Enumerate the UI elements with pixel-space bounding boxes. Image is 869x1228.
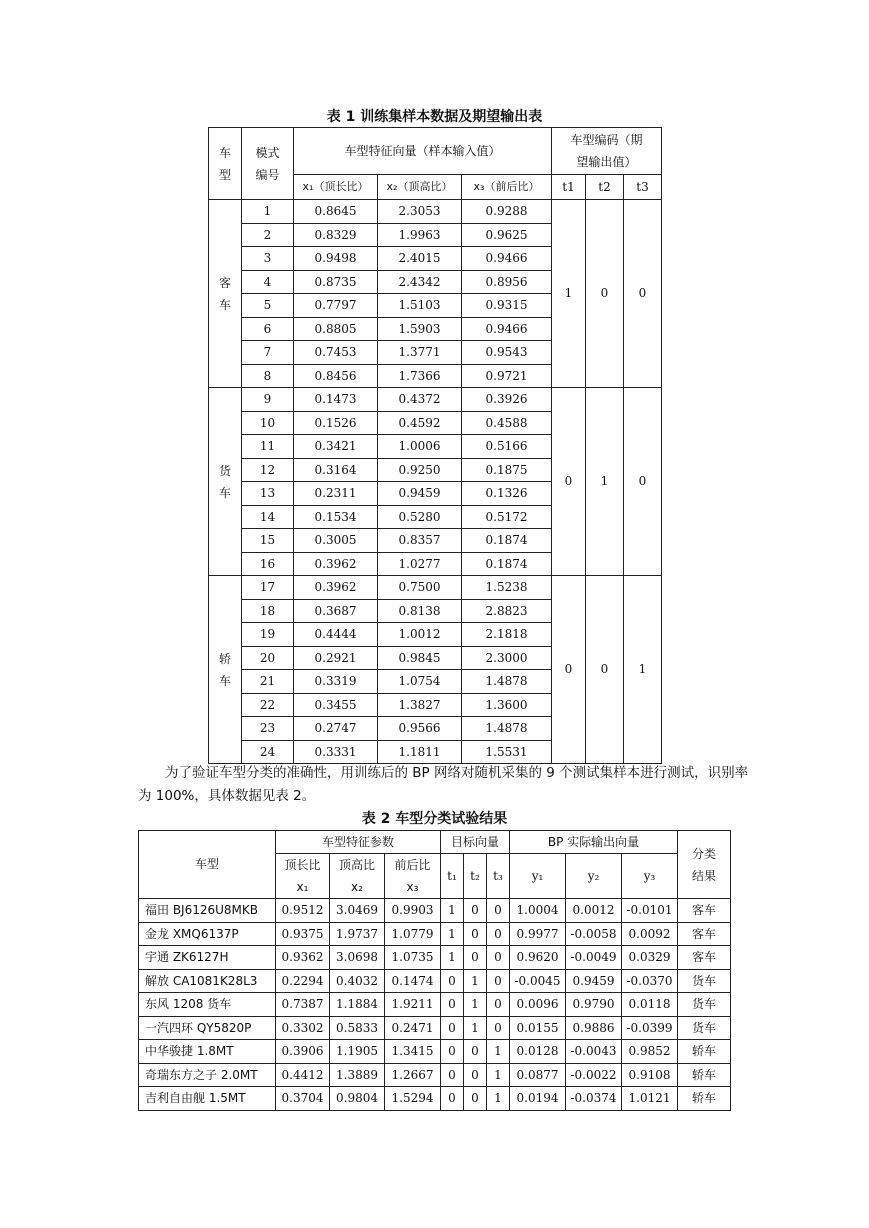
feature-cell: 0.2921 [294,646,378,670]
value-cell: 1.0735 [385,946,441,970]
value-cell: 0.0118 [622,993,678,1017]
feature-cell: 0.3926 [462,388,552,412]
value-cell: 1 [441,899,464,923]
feature-cell: 0.9566 [378,717,462,741]
pattern-id-cell: 3 [242,247,294,271]
table-row [139,1040,731,1064]
header-x3: x₃（前后比） [462,175,552,200]
t2-header-target: 目标向量 [441,831,510,854]
value-cell: 0.9903 [385,899,441,923]
value-cell: 0.9459 [566,969,622,993]
t2-header-bp-output: BP 实际输出向量 [510,831,678,854]
table-row [139,1016,731,1040]
feature-cell: 0.1526 [294,411,378,435]
value-cell: 1.3415 [385,1040,441,1064]
feature-cell: 0.9466 [462,317,552,341]
feature-cell: 2.4342 [378,270,462,294]
value-cell: -0.0049 [566,946,622,970]
feature-cell: 1.0754 [378,670,462,694]
pattern-id-cell: 14 [242,505,294,529]
feature-cell: 0.1534 [294,505,378,529]
value-cell: 0.0194 [510,1087,566,1111]
value-cell: 0 [487,969,510,993]
feature-cell: 0.5280 [378,505,462,529]
value-cell: 3.0698 [330,946,385,970]
feature-cell: 0.7500 [378,576,462,600]
table-row [139,899,731,923]
value-cell: 0.9108 [622,1063,678,1087]
vehicle-model-cell: 奇瑞东方之子 2.0MT [139,1063,276,1087]
header-t2: t2 [586,175,624,200]
t2-header-vehicle-type: 车型 [139,831,276,899]
value-cell: -0.0022 [566,1063,622,1087]
body-paragraph: 为了验证车型分类的准确性，用训练后的 BP 网络对随机采集的 9 个测试集样本进行测试，识别率为 100%，具体数据见表 2。 [138,765,749,804]
value-cell: -0.0399 [622,1016,678,1040]
value-cell: 1.9737 [330,922,385,946]
value-cell: 0.9886 [566,1016,622,1040]
feature-cell: 0.7797 [294,294,378,318]
vehicle-model-cell: 宇通 ZK6127H [139,946,276,970]
training-set-table [208,127,662,764]
value-cell: 0 [487,922,510,946]
pattern-id-cell: 4 [242,270,294,294]
feature-cell: 1.5531 [462,740,552,764]
pattern-id-cell: 15 [242,529,294,553]
t2-header-y1: y₁ [510,854,566,899]
feature-cell: 0.8357 [378,529,462,553]
value-cell: 1 [487,1087,510,1111]
value-cell: 0.3906 [276,1040,330,1064]
t2-header-y3: y₃ [622,854,678,899]
type-code-cell: 1 [586,388,624,576]
pattern-id-cell: 24 [242,740,294,764]
value-cell: 1.3889 [330,1063,385,1087]
t2-header-t1: t₁ [441,854,464,899]
type-code-cell: 0 [586,200,624,388]
value-cell: 1 [441,946,464,970]
feature-cell: 0.7453 [294,341,378,365]
header-feature-vector: 车型特征向量（样本输入值） [294,128,552,175]
feature-cell: 0.8456 [294,364,378,388]
value-cell: 0.4032 [330,969,385,993]
header-vehicle-type: 车型 [209,128,242,200]
value-cell: 0.3302 [276,1016,330,1040]
pattern-id-cell: 7 [242,341,294,365]
feature-cell: 0.1874 [462,529,552,553]
value-cell: 0.9362 [276,946,330,970]
type-code-cell: 0 [624,388,662,576]
value-cell: 1 [464,969,487,993]
table-row [139,922,731,946]
pattern-id-cell: 17 [242,576,294,600]
feature-cell: 0.3962 [294,552,378,576]
value-cell: -0.0101 [622,899,678,923]
value-cell: 0 [441,1016,464,1040]
value-cell: 0.9790 [566,993,622,1017]
feature-cell: 0.3421 [294,435,378,459]
value-cell: 0 [487,1016,510,1040]
vehicle-model-cell: 一汽四环 QY5820P [139,1016,276,1040]
vehicle-model-cell: 福田 BJ6126U8MKB [139,899,276,923]
pattern-id-cell: 18 [242,599,294,623]
value-cell: 0 [441,993,464,1017]
value-cell: 0.5833 [330,1016,385,1040]
feature-cell: 0.8329 [294,223,378,247]
table2-caption: 表 2 车型分类试验结果 [361,811,508,827]
pattern-id-cell: 10 [242,411,294,435]
pattern-id-cell: 20 [242,646,294,670]
vehicle-type-cell: 轿车 [209,576,242,764]
feature-cell: 0.1874 [462,552,552,576]
feature-cell: 0.1473 [294,388,378,412]
value-cell: 0.0877 [510,1063,566,1087]
type-code-cell: 1 [624,576,662,764]
feature-cell: 0.3331 [294,740,378,764]
value-cell: 0.7387 [276,993,330,1017]
feature-cell: 1.5103 [378,294,462,318]
value-cell: 1.1905 [330,1040,385,1064]
t2-header-f3: 前后比 x₃ [385,854,441,899]
feature-cell: 0.2311 [294,482,378,506]
feature-cell: 1.3827 [378,693,462,717]
type-code-cell: 0 [624,200,662,388]
value-cell: 0.0155 [510,1016,566,1040]
feature-cell: 0.3455 [294,693,378,717]
value-cell: 0 [441,1087,464,1111]
classification-result-cell: 轿车 [678,1063,731,1087]
value-cell: 0.2294 [276,969,330,993]
feature-cell: 0.9845 [378,646,462,670]
feature-cell: 0.4588 [462,411,552,435]
feature-cell: 0.1326 [462,482,552,506]
value-cell: 1 [487,1040,510,1064]
feature-cell: 1.4878 [462,717,552,741]
feature-cell: 0.8805 [294,317,378,341]
pattern-id-cell: 12 [242,458,294,482]
t2-header-features: 车型特征参数 [276,831,441,854]
classification-results-table [138,830,731,1111]
classification-result-cell: 客车 [678,946,731,970]
value-cell: 1.0779 [385,922,441,946]
feature-cell: 0.4592 [378,411,462,435]
value-cell: 1.9211 [385,993,441,1017]
value-cell: 0 [487,993,510,1017]
header-x2: x₂（顶高比） [378,175,462,200]
vehicle-model-cell: 吉利自由舰 1.5MT [139,1087,276,1111]
feature-cell: 0.9315 [462,294,552,318]
value-cell: 1.1884 [330,993,385,1017]
pattern-id-cell: 5 [242,294,294,318]
feature-cell: 0.9466 [462,247,552,271]
feature-cell: 0.1875 [462,458,552,482]
feature-cell: 1.5903 [378,317,462,341]
value-cell: 0.0128 [510,1040,566,1064]
table-row [139,1087,731,1111]
value-cell: 1 [464,993,487,1017]
value-cell: 0.9375 [276,922,330,946]
type-code-cell: 1 [552,200,586,388]
pattern-id-cell: 11 [242,435,294,459]
feature-cell: 0.8645 [294,200,378,224]
vehicle-model-cell: 金龙 XMQ6137P [139,922,276,946]
feature-cell: 0.3164 [294,458,378,482]
feature-cell: 0.5166 [462,435,552,459]
classification-result-cell: 货车 [678,993,731,1017]
header-x1: x₁（顶长比） [294,175,378,200]
t2-header-t3: t₃ [487,854,510,899]
feature-cell: 0.4372 [378,388,462,412]
pattern-id-cell: 6 [242,317,294,341]
feature-cell: 2.1818 [462,623,552,647]
vehicle-model-cell: 东风 1208 货车 [139,993,276,1017]
t2-header-result: 分类结果 [678,831,731,899]
value-cell: 0 [441,1063,464,1087]
pattern-id-cell: 1 [242,200,294,224]
t2-header-y2: y₂ [566,854,622,899]
vehicle-type-cell: 客车 [209,200,242,388]
feature-cell: 0.9543 [462,341,552,365]
table-row [139,946,731,970]
pattern-id-cell: 23 [242,717,294,741]
value-cell: 0.4412 [276,1063,330,1087]
pattern-id-cell: 9 [242,388,294,412]
vehicle-model-cell: 解放 CA1081K28L3 [139,969,276,993]
table-row [209,200,662,224]
feature-cell: 1.3771 [378,341,462,365]
feature-cell: 0.9459 [378,482,462,506]
table-row [139,1063,731,1087]
header-pattern-id: 模式编号 [242,128,294,200]
value-cell: 0.9852 [622,1040,678,1064]
feature-cell: 2.4015 [378,247,462,271]
type-code-cell: 0 [552,576,586,764]
feature-cell: 2.8823 [462,599,552,623]
value-cell: 0.0329 [622,946,678,970]
value-cell: 1 [441,922,464,946]
feature-cell: 0.3687 [294,599,378,623]
table-row [139,993,731,1017]
pattern-id-cell: 22 [242,693,294,717]
feature-cell: 1.0006 [378,435,462,459]
table-row [209,388,662,412]
table1-caption: 表 1 训练集样本数据及期望输出表 [326,109,543,125]
value-cell: -0.0058 [566,922,622,946]
vehicle-model-cell: 中华骏捷 1.8MT [139,1040,276,1064]
feature-cell: 0.3319 [294,670,378,694]
feature-cell: 2.3000 [462,646,552,670]
value-cell: 0.9804 [330,1087,385,1111]
value-cell: 0.0012 [566,899,622,923]
feature-cell: 0.8956 [462,270,552,294]
classification-result-cell: 客车 [678,899,731,923]
feature-cell: 1.0012 [378,623,462,647]
feature-cell: 0.2747 [294,717,378,741]
feature-cell: 0.3005 [294,529,378,553]
vehicle-type-cell: 货车 [209,388,242,576]
value-cell: 0 [464,1087,487,1111]
value-cell: 1 [487,1063,510,1087]
feature-cell: 0.4444 [294,623,378,647]
feature-cell: 1.4878 [462,670,552,694]
feature-cell: 1.9963 [378,223,462,247]
header-type-code: 车型编码（期望输出值） [552,128,662,175]
feature-cell: 1.3600 [462,693,552,717]
feature-cell: 1.5238 [462,576,552,600]
value-cell: 0 [464,946,487,970]
classification-result-cell: 货车 [678,969,731,993]
value-cell: 0.9977 [510,922,566,946]
value-cell: -0.0043 [566,1040,622,1064]
pattern-id-cell: 19 [242,623,294,647]
value-cell: 0 [487,899,510,923]
pattern-id-cell: 2 [242,223,294,247]
feature-cell: 0.9288 [462,200,552,224]
feature-cell: 0.9721 [462,364,552,388]
t2-header-t2: t₂ [464,854,487,899]
value-cell: 1.0121 [622,1087,678,1111]
feature-cell: 0.9250 [378,458,462,482]
value-cell: -0.0370 [622,969,678,993]
value-cell: 0.9620 [510,946,566,970]
value-cell: 0.2471 [385,1016,441,1040]
feature-cell: 0.5172 [462,505,552,529]
feature-cell: 1.1811 [378,740,462,764]
classification-result-cell: 货车 [678,1016,731,1040]
value-cell: 1.2667 [385,1063,441,1087]
value-cell: 0.0096 [510,993,566,1017]
t2-header-f1: 顶长比 x₁ [276,854,330,899]
value-cell: 0 [464,1063,487,1087]
feature-cell: 0.8735 [294,270,378,294]
pattern-id-cell: 8 [242,364,294,388]
feature-cell: 0.9498 [294,247,378,271]
type-code-cell: 0 [552,388,586,576]
value-cell: 0.3704 [276,1087,330,1111]
header-t3: t3 [624,175,662,200]
t2-header-f2: 顶高比 x₂ [330,854,385,899]
value-cell: 0 [464,1040,487,1064]
pattern-id-cell: 21 [242,670,294,694]
feature-cell: 1.0277 [378,552,462,576]
value-cell: 3.0469 [330,899,385,923]
value-cell: 1.0004 [510,899,566,923]
feature-cell: 0.9625 [462,223,552,247]
feature-cell: 1.7366 [378,364,462,388]
table-row [139,969,731,993]
value-cell: 0 [487,946,510,970]
value-cell: 0 [441,1040,464,1064]
type-code-cell: 0 [586,576,624,764]
classification-result-cell: 轿车 [678,1087,731,1111]
feature-cell: 2.3053 [378,200,462,224]
classification-result-cell: 客车 [678,922,731,946]
value-cell: 0 [441,969,464,993]
value-cell: 1.5294 [385,1087,441,1111]
value-cell: 0 [464,922,487,946]
pattern-id-cell: 16 [242,552,294,576]
feature-cell: 0.3962 [294,576,378,600]
classification-result-cell: 轿车 [678,1040,731,1064]
value-cell: -0.0045 [510,969,566,993]
value-cell: 1 [464,1016,487,1040]
header-t1: t1 [552,175,586,200]
value-cell: 0.0092 [622,922,678,946]
value-cell: 0.9512 [276,899,330,923]
value-cell: -0.0374 [566,1087,622,1111]
feature-cell: 0.8138 [378,599,462,623]
pattern-id-cell: 13 [242,482,294,506]
value-cell: 0 [464,899,487,923]
table-row [209,576,662,600]
value-cell: 0.1474 [385,969,441,993]
